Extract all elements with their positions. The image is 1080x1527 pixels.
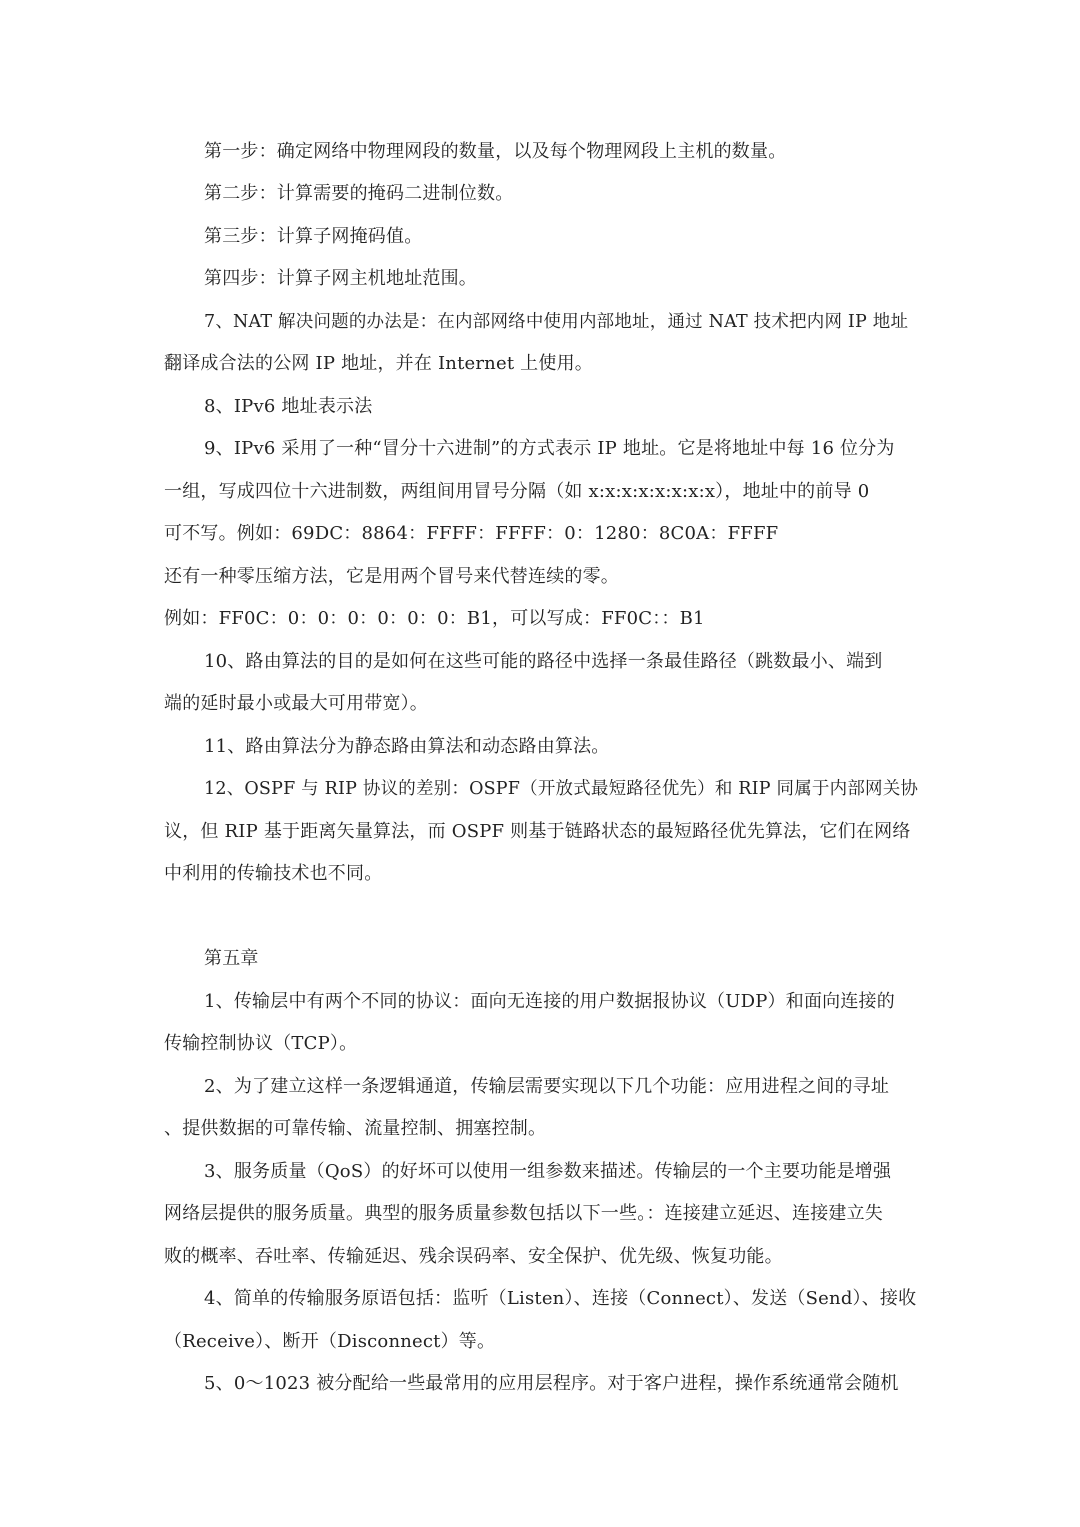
text-line-step1: 第一步：确定网络中物理网段的数量，以及每个物理网段上主机的数量。 (204, 141, 787, 162)
text-line-step2: 第二步：计算需要的掩码二进制位数。 (204, 183, 514, 204)
text-line-ch5-item4-cont: （Receive）、断开（Disconnect）等。 (164, 1331, 496, 1352)
text-line-zero-example: 例如：FF0C：0：0：0：0：0：0：B1，可以写成：FF0C：：B1 (164, 608, 705, 629)
text-line-item9-example: 可不写。例如：69DC：8864：FFFF：FFFF：0：1280：8C0A：FFFF (164, 523, 779, 544)
text-line-item9-cont: 一组，写成四位十六进制数，两组间用冒号分隔（如 x:x:x:x:x:x:x:x），地址中的前导 0 (164, 481, 870, 502)
text-line-item7: 7、NAT 解决问题的办法是：在内部网络中使用内部地址，通过 NAT 技术把内网 IP 地址 (204, 312, 909, 332)
chapter-heading: 第五章 (204, 948, 259, 969)
text-line-step3: 第三步：计算子网掩码值。 (204, 226, 423, 247)
text-line-item7-cont: 翻译成合法的公网 IP 地址，并在 Internet 上使用。 (164, 353, 593, 374)
text-line-ch5-item2-cont: 、提供数据的可靠传输、流量控制、拥塞控制。 (164, 1118, 547, 1139)
text-line-item9: 9、IPv6 采用了一种“冒分十六进制”的方式表示 IP 地址。它是将地址中每 16 位分为 (204, 438, 895, 459)
text-line-ch5-item2: 2、为了建立这样一条逻辑通道，传输层需要实现以下几个功能：应用进程之间的寻址 (204, 1076, 890, 1097)
text-line-ch5-item1-cont: 传输控制协议（TCP）。 (164, 1033, 358, 1054)
text-line-zero-compress: 还有一种零压缩方法，它是用两个冒号来代替连续的零。 (164, 566, 619, 587)
text-line-ch5-item3: 3、服务质量（QoS）的好坏可以使用一组参数来描述。传输层的一个主要功能是增强 (204, 1161, 892, 1182)
text-line-ch5-item3-end: 败的概率、吞吐率、传输延迟、残余误码率、安全保护、优先级、恢复功能。 (164, 1246, 783, 1267)
text-line-step4: 第四步：计算子网主机地址范围。 (204, 268, 477, 289)
text-line-item12-cont: 议，但 RIP 基于距离矢量算法，而 OSPF 则基于链路状态的最短路径优先算法，它们在网络 (164, 821, 911, 842)
text-line-ch5-item3-cont: 网络层提供的服务质量。典型的服务质量参数包括以下一些。：连接建立延迟、连接建立失 (164, 1203, 883, 1224)
text-line-ch5-item4: 4、简单的传输服务原语包括：监听（Listen）、连接（Connect）、发送（Send）、接收 (204, 1288, 917, 1309)
text-line-item8: 8、IPv6 地址表示法 (204, 396, 373, 417)
text-line-item10: 10、路由算法的目的是如何在这些可能的路径中选择一条最佳路径（跳数最小、端到 (204, 651, 883, 672)
text-line-item12: 12、OSPF 与 RIP 协议的差别：OSPF（开放式最短路径优先）和 RIP 同属于内部网关协 (204, 779, 919, 799)
text-line-item11: 11、路由算法分为静态路由算法和动态路由算法。 (204, 736, 610, 757)
text-line-item12-end: 中利用的传输技术也不同。 (164, 863, 383, 884)
text-line-ch5-item1: 1、传输层中有两个不同的协议：面向无连接的用户数据报协议（UDP）和面向连接的 (204, 991, 895, 1012)
text-line-ch5-item5: 5、0～1023 被分配给一些最常用的应用层程序。对于客户进程，操作系统通常会随机 (204, 1373, 899, 1394)
text-line-item10-cont: 端的延时最小或最大可用带宽）。 (164, 693, 428, 714)
